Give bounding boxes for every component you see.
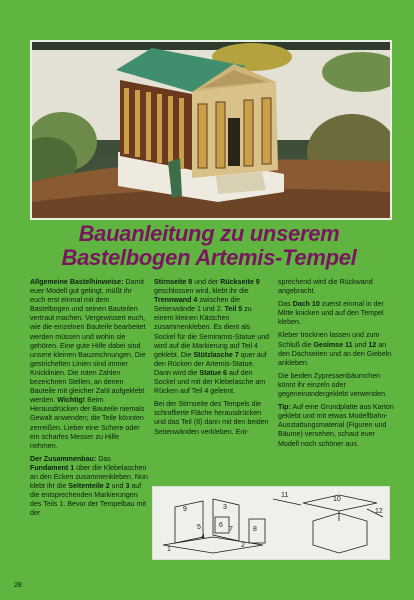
part-name: Stützlasche 7: [193, 350, 239, 359]
text: und: [109, 482, 126, 491]
text: und der: [192, 278, 221, 286]
text: Beim Herausdrücken der Bauteile niemals Gewalt anwenden; die Teile könnten zerreißen. Lieber eine Schere oder ein scharfes Messer zu Hilfe nehmen.: [30, 396, 145, 450]
part-name: Teil 5: [224, 305, 243, 314]
cornice-line: [273, 499, 301, 505]
paragraph-assembly: [30, 455, 148, 519]
part-name: Trennwand 4: [154, 296, 198, 305]
text: und: [352, 340, 369, 349]
text: Kleber trocknen lassen und zum Schluß die: [278, 331, 380, 349]
diagram-label: 11: [281, 492, 289, 499]
part-name: Stirnseite 8: [154, 278, 193, 286]
diagram-label: 3: [223, 504, 227, 511]
diagram-label: 4: [201, 534, 205, 541]
part-name: 3: [125, 482, 130, 491]
assembly-diagram: [152, 486, 390, 560]
text: auf den Sockel und mit der Klebelasche am Rücken auf Teil 4 geleimt.: [154, 368, 266, 396]
text-column-1: [30, 278, 148, 522]
part-name: Rückseite 9: [220, 278, 260, 286]
text: über die Klebelaschen an den Ecken zusammenkleben. Nun klebt ihr die: [30, 463, 148, 491]
diagram-label: 10: [333, 496, 341, 503]
text: zuerst einmal in der Mitte knicken und auf den Tempel kleben.: [278, 300, 384, 327]
diagram-label: 1: [167, 546, 171, 553]
subheading-assembly: Der Zusammenbau:: [30, 454, 97, 463]
paragraph-tip: [278, 403, 396, 448]
part-name: Statue 6: [199, 368, 227, 377]
part-name: Seitenteile 2: [68, 482, 110, 491]
page-number: 28: [14, 582, 22, 589]
foundation-part: [163, 537, 263, 553]
text: zu einem kleinen Kästchen zusammenkleben. Es dient als Sockel für die Semiramis-Statue und wird auf die Markierung auf Teil 4 geklebt. Die: [154, 305, 270, 359]
important-label: Wichtig!: [55, 396, 86, 405]
diagram-label: 5: [197, 524, 201, 531]
diagram-label: 12: [375, 508, 383, 515]
paragraph-cypresses: Die beiden Zypressenbäumchen könnt ihr einzeln oder gegeneinandergeklebt verwenden.: [278, 371, 387, 399]
paragraph-back-wall: sprechend wird die Rückwand angebracht.: [278, 278, 373, 296]
part-name: Gesimse 11: [313, 340, 353, 349]
side-wall-part: [175, 501, 203, 543]
part-name: Dach 10: [292, 300, 320, 309]
text-column-2: [154, 278, 272, 441]
text: auf die entsprechenden Markierungen des Teils 1. Bevor der Tempelbau mit der: [30, 482, 147, 518]
part-name: Fundament 1: [30, 463, 75, 472]
paragraph-roof: [278, 300, 396, 327]
subheading-general-hints: Allgemeine Bastelhinweise:: [30, 278, 124, 286]
temple-body-part: [313, 513, 367, 553]
text: Damit euer Modell gut gelingt, müßt ihr euch erst einmal mit dem Bastelbogen und seinen Bauteilen vertraut machen. Vergewissert euch, wie die einzelnen Bauteile bearbeitet werden müssen und wohin sie gehören. Eine gute Hilfe dabei sind unsere kleinen Bauzeichnungen. Die gestrichelten Linien sind immer Knicklinien. Die roten Zahlen bezeichnen Stellen, an denen Bauteile mit gleicher Zahl aufgeklebt werden.: [30, 278, 146, 405]
text: Das: [96, 454, 111, 463]
paragraph-general-hints: [30, 278, 148, 451]
paragraph-front-side: [154, 278, 272, 396]
text: geschlossen wird, klebt ihr die: [154, 287, 249, 296]
diagram-label: 2: [241, 542, 245, 549]
part-name: 12: [368, 340, 377, 349]
article-heading: [30, 222, 388, 270]
temple-photo: [30, 40, 392, 220]
text: an den Dachseiten und an den Giebeln ankleben.: [278, 340, 392, 367]
paragraph-cornices: [278, 331, 396, 367]
text: zwischen die Seitenwände 1 und 2.: [154, 296, 240, 314]
front-part: [249, 519, 265, 543]
temple-model-image: [32, 42, 390, 218]
diagram-label: 9: [183, 506, 187, 513]
text: quer auf den Rücken der Artemis-Statue. Dann wird die: [154, 350, 267, 377]
text-column-3: [278, 278, 396, 453]
text: Das: [278, 300, 293, 309]
tip-label: Tip:: [278, 403, 291, 412]
heading-line-2: Bastelbogen Artemis-Tempel: [61, 245, 357, 270]
diagram-label: 6: [219, 522, 223, 529]
paragraph-facade: Bei der Stirnseite des Tempels die schraffierte Fläche herausdrücken und das Teil (8) dann mit den beiden Seitenwänden verkleben. Ent-: [154, 400, 269, 436]
heading-line-1: Bauanleitung zu unserem: [78, 221, 340, 246]
text: Auf eine Grundplatte aus Karton geklebt und mit etwas Modellbahn-Ausstattungsmaterial (Figuren und Bäume) versehen, schaut euer Modell noch schöner aus.: [278, 403, 394, 448]
diagram-label: 8: [253, 526, 257, 533]
diagram-label: 7: [229, 526, 233, 533]
